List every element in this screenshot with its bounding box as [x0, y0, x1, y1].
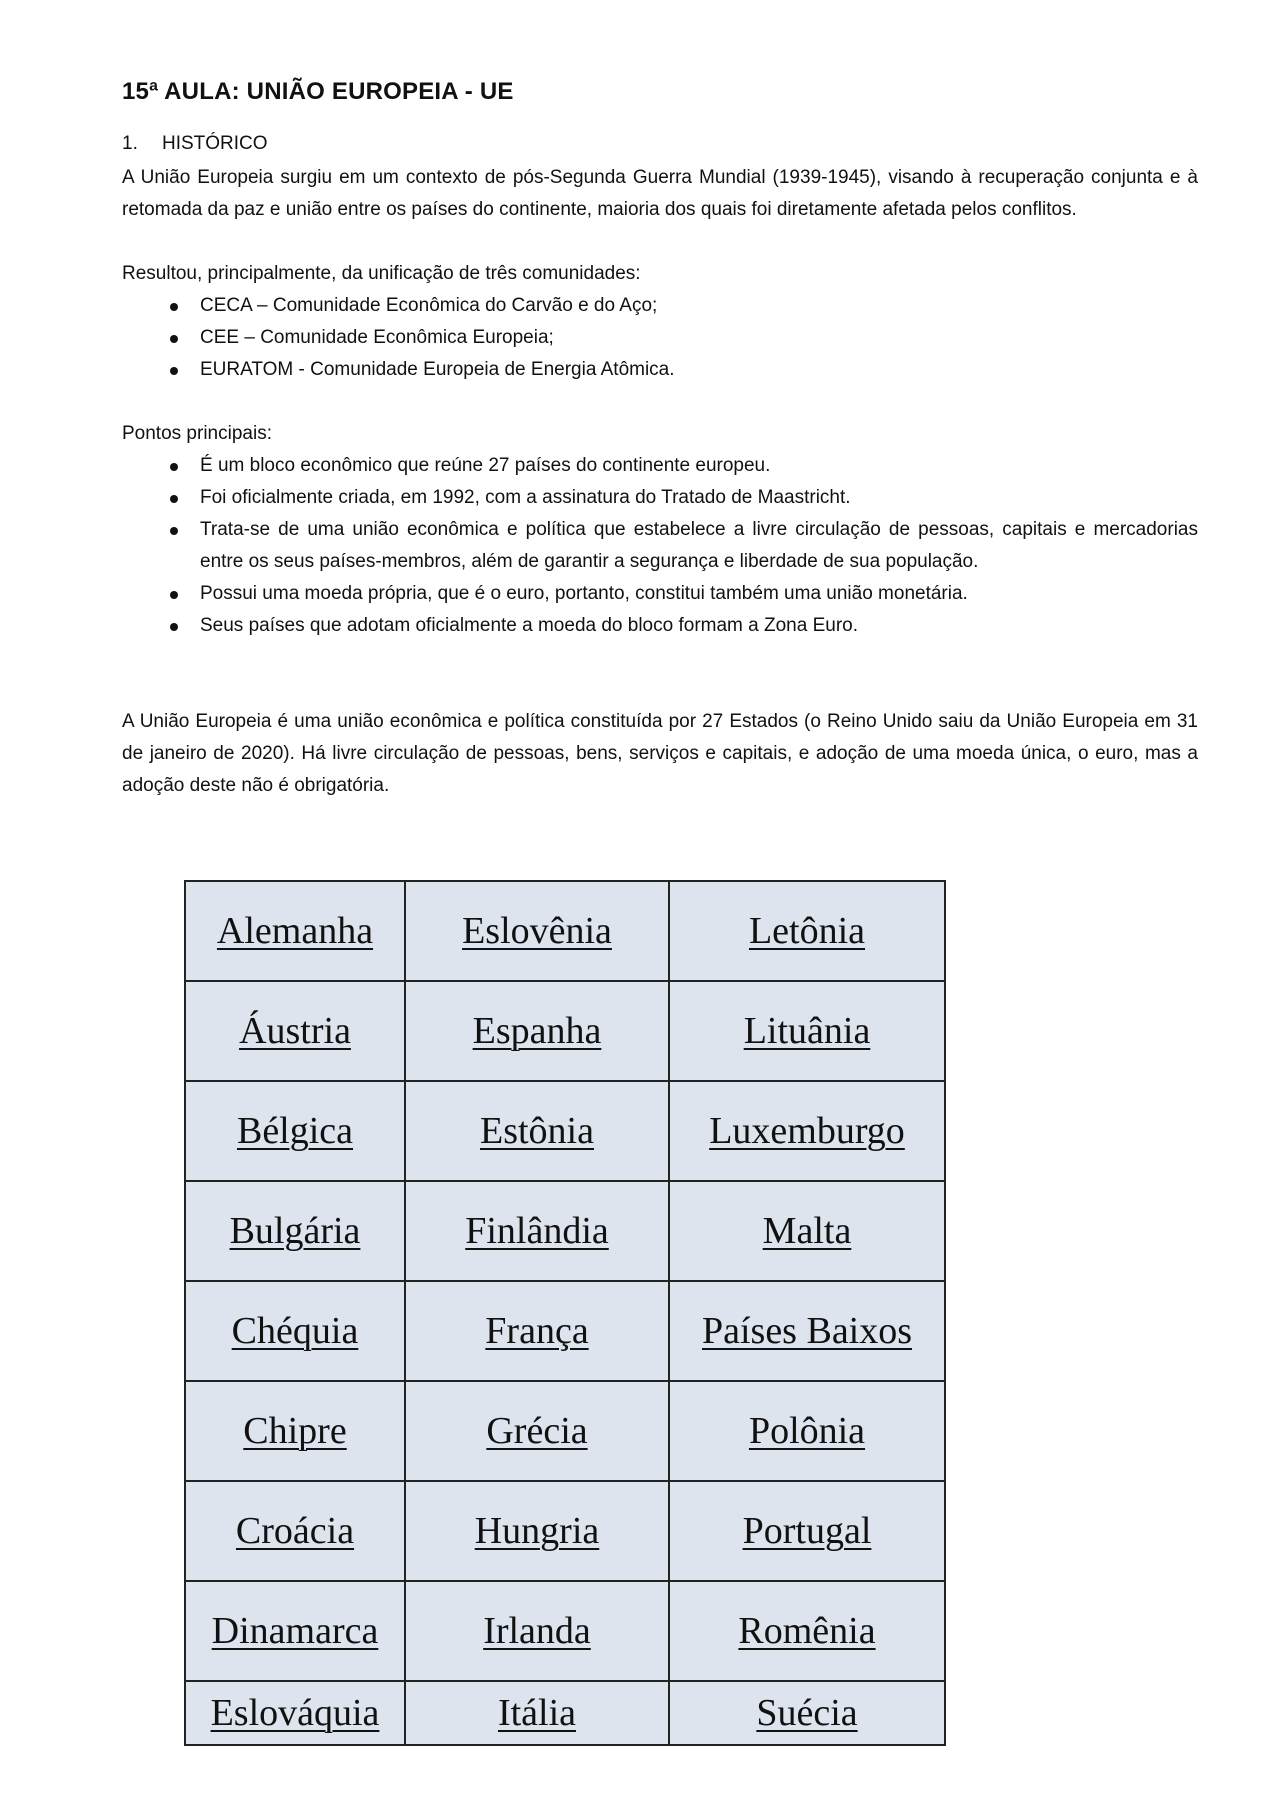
table-row	[185, 1281, 945, 1381]
country-cell[interactable]: Eslovênia	[405, 881, 669, 981]
country-cell[interactable]: Malta	[669, 1181, 945, 1281]
countries-table	[184, 880, 946, 1746]
list-item: CECA – Comunidade Econômica do Carvão e do Aço;	[200, 290, 1198, 322]
list-item: Possui uma moeda própria, que é o euro, portanto, constitui também uma união monetária.	[200, 578, 1198, 610]
table-row	[185, 981, 945, 1081]
country-cell[interactable]: Finlândia	[405, 1181, 669, 1281]
country-cell[interactable]: Bulgária	[185, 1181, 405, 1281]
points-list	[122, 450, 1198, 642]
country-cell[interactable]: Itália	[405, 1681, 669, 1745]
table-row	[185, 1481, 945, 1581]
country-cell[interactable]: Romênia	[669, 1581, 945, 1681]
list-item: Seus países que adotam oficialmente a moeda do bloco formam a Zona Euro.	[200, 610, 1198, 642]
country-cell[interactable]: Espanha	[405, 981, 669, 1081]
list-item: EURATOM - Comunidade Europeia de Energia Atômica.	[200, 354, 1198, 386]
country-cell[interactable]: Bélgica	[185, 1081, 405, 1181]
country-cell[interactable]: Alemanha	[185, 881, 405, 981]
country-cell[interactable]: Portugal	[669, 1481, 945, 1581]
country-cell[interactable]: Chipre	[185, 1381, 405, 1481]
table-row	[185, 1081, 945, 1181]
list-item: Foi oficialmente criada, em 1992, com a assinatura do Tratado de Maastricht.	[200, 482, 1198, 514]
country-cell[interactable]: Polônia	[669, 1381, 945, 1481]
communities-intro: Resultou, principalmente, da unificação de três comunidades:	[122, 263, 641, 284]
country-cell[interactable]: Letônia	[669, 881, 945, 981]
section-title: HISTÓRICO	[162, 133, 268, 154]
table-row	[185, 1381, 945, 1481]
points-intro: Pontos principais:	[122, 423, 272, 444]
table-row	[185, 1181, 945, 1281]
communities-list	[122, 290, 1198, 386]
country-cell[interactable]: Estônia	[405, 1081, 669, 1181]
country-cell[interactable]: Eslováquia	[185, 1681, 405, 1745]
section-number: 1.	[122, 133, 138, 154]
country-cell[interactable]: França	[405, 1281, 669, 1381]
country-cell[interactable]: Luxemburgo	[669, 1081, 945, 1181]
country-cell[interactable]: Chéquia	[185, 1281, 405, 1381]
country-cell[interactable]: Croácia	[185, 1481, 405, 1581]
countries-table-wrapper	[184, 880, 946, 1746]
table-row	[185, 1581, 945, 1681]
table-row	[185, 881, 945, 981]
country-cell[interactable]: Grécia	[405, 1381, 669, 1481]
intro-paragraph: A União Europeia surgiu em um contexto de pós-Segunda Guerra Mundial (1939-1945), visando à recuperação conjunta e à retomada da paz e união entre os países do continente, maioria dos quais foi diretamente afetada pelos conflitos.	[122, 167, 1198, 220]
list-item: É um bloco econômico que reúne 27 países do continente europeu.	[200, 450, 1198, 482]
summary-paragraph: A União Europeia é uma união econômica e política constituída por 27 Estados (o Reino Unido saiu da União Europeia em 31 de janeiro de 2020). Há livre circulação de pessoas, bens, serviços e capitais, e adoção de uma moeda única, o euro, mas a adoção deste não é obrigatória.	[122, 711, 1198, 796]
country-cell[interactable]: Países Baixos	[669, 1281, 945, 1381]
country-cell[interactable]: Irlanda	[405, 1581, 669, 1681]
page-title: 15ª AULA: UNIÃO EUROPEIA - UE	[122, 78, 514, 105]
country-cell[interactable]: Hungria	[405, 1481, 669, 1581]
country-cell[interactable]: Dinamarca	[185, 1581, 405, 1681]
list-item: CEE – Comunidade Econômica Europeia;	[200, 322, 1198, 354]
section-heading	[122, 128, 1198, 160]
country-cell[interactable]: Áustria	[185, 981, 405, 1081]
country-cell[interactable]: Suécia	[669, 1681, 945, 1745]
table-row	[185, 1681, 945, 1745]
list-item: Trata-se de uma união econômica e política que estabelece a livre circulação de pessoas, capitais e mercadorias entre os seus países-membros, além de garantir a segurança e liberdade de sua população.	[200, 514, 1198, 578]
country-cell[interactable]: Lituânia	[669, 981, 945, 1081]
document-page	[122, 78, 1198, 802]
